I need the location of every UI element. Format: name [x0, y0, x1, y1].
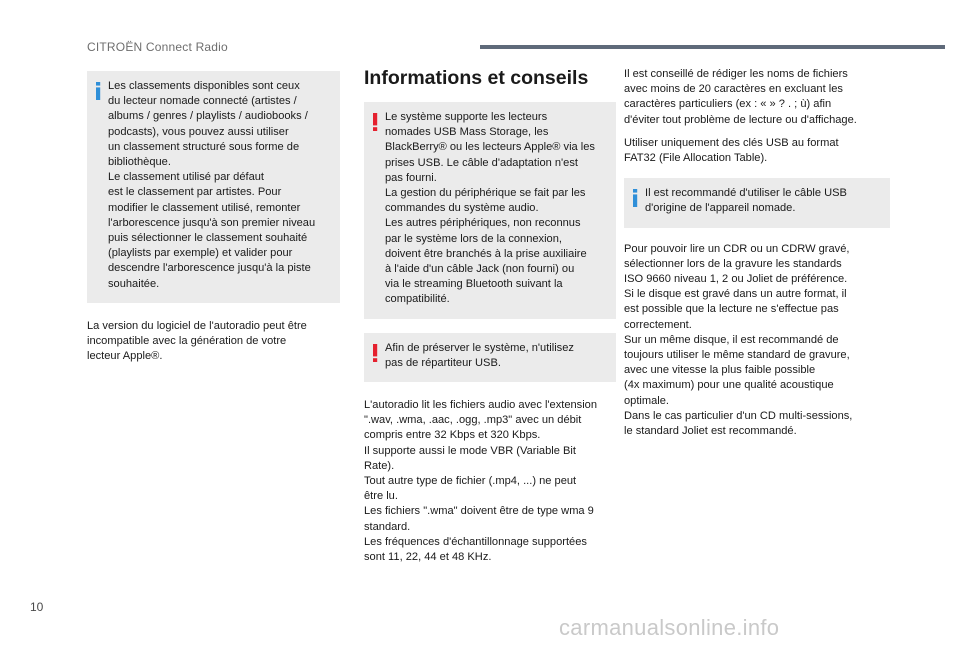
- header-bar: [480, 45, 945, 49]
- section-title: Informations et conseils: [364, 67, 589, 89]
- watermark: carmanualsonline.info: [559, 615, 780, 640]
- info-icon: [93, 82, 104, 100]
- info-icon: [630, 189, 641, 207]
- info-box-text: Les classements disponibles sont ceux du lecteur nomade connecté (artistes / albums / genres / playlists / audiobooks / podcasts), vous pouvez aussi utiliser un classement structuré sous forme de bibliothèque. Le classement utilisé par défaut est le classement par artistes. Pour modifier le classement utilisé, remonter l'arborescence jusqu'à son premier niveau puis sélectionner le classement souhaité (playlists par exemple) et valider pour descendre l'arborescence jusqu'à la piste souhaitée.: [108, 80, 316, 290]
- column-3: [624, 67, 890, 447]
- header-title: CITROËN Connect Radio: [87, 40, 228, 54]
- warning-box: [364, 333, 616, 382]
- info-box-text: Il est recommandé d'utiliser le câble USB d'origine de l'appareil nomade.: [645, 187, 847, 215]
- paragraph: L'autoradio lit les fichiers audio avec l'extension ".wav, .wma, .aac, .ogg, .mp3" avec un débit compris entre 32 Kbps et 320 Kbps. Il supporte aussi le mode VBR (Variable Bit Rate). Tout autre type de fichier (.mp4, ...) ne peut être lu. Les fichiers ".wma" doivent être de type wma 9 standard. Les fréquences d'échantillonnage supportées sont 11, 22, 44 et 48 KHz.: [364, 399, 598, 564]
- exclamation-icon: [370, 344, 381, 362]
- column-1: [87, 71, 340, 372]
- paragraph: Pour pouvoir lire un CDR ou un CDRW gravé, sélectionner lors de la gravure les standards ISO 9660 niveau 1, 2 ou Joliet de préférence. Si le disque est gravé dans un autre format, il est possible que la lecture ne s'effectue pas correctement. Sur un même disque, il est recommandé de toujours utiliser le même standard de gravure, avec une vitesse la plus faible possible (4x maximum) pour une qualité acoustique optimale. Dans le cas particulier d'un CD multi-sessions, le standard Joliet est recommandé.: [624, 242, 853, 438]
- paragraph: Utiliser uniquement des clés USB au format FAT32 (File Allocation Table).: [624, 136, 839, 165]
- info-box: [624, 178, 890, 227]
- paragraph: La version du logiciel de l'autoradio peut être incompatible avec la génération de votre lecteur Apple®.: [87, 319, 307, 363]
- paragraph: Il est conseillé de rédiger les noms de fichiers avec moins de 20 caractères en excluant les caractères particuliers (ex : « » ? . ; ù) afin d'éviter tout problème de lecture ou d'affichage.: [624, 68, 857, 126]
- exclamation-icon: [370, 113, 381, 131]
- column-2: [364, 66, 616, 573]
- warning-box: [364, 102, 616, 319]
- page-number: 10: [30, 600, 44, 614]
- warning-box-text: Le système supporte les lecteurs nomades USB Mass Storage, les BlackBerry® ou les lecteurs Apple® via les prises USB. Le câble d'adaptation n'est pas fourni. La gestion du périphérique se fait par les commandes du système audio. Les autres périphériques, non reconnus par le système lors de la connexion, doivent être branchés à la prise auxiliaire à l'aide d'un câble Jack (non fourni) ou via le streaming Bluetooth suivant la compatibilité.: [385, 111, 595, 306]
- warning-box-text: Afin de préserver le système, n'utilisez pas de répartiteur USB.: [385, 341, 574, 369]
- info-box: [87, 71, 340, 303]
